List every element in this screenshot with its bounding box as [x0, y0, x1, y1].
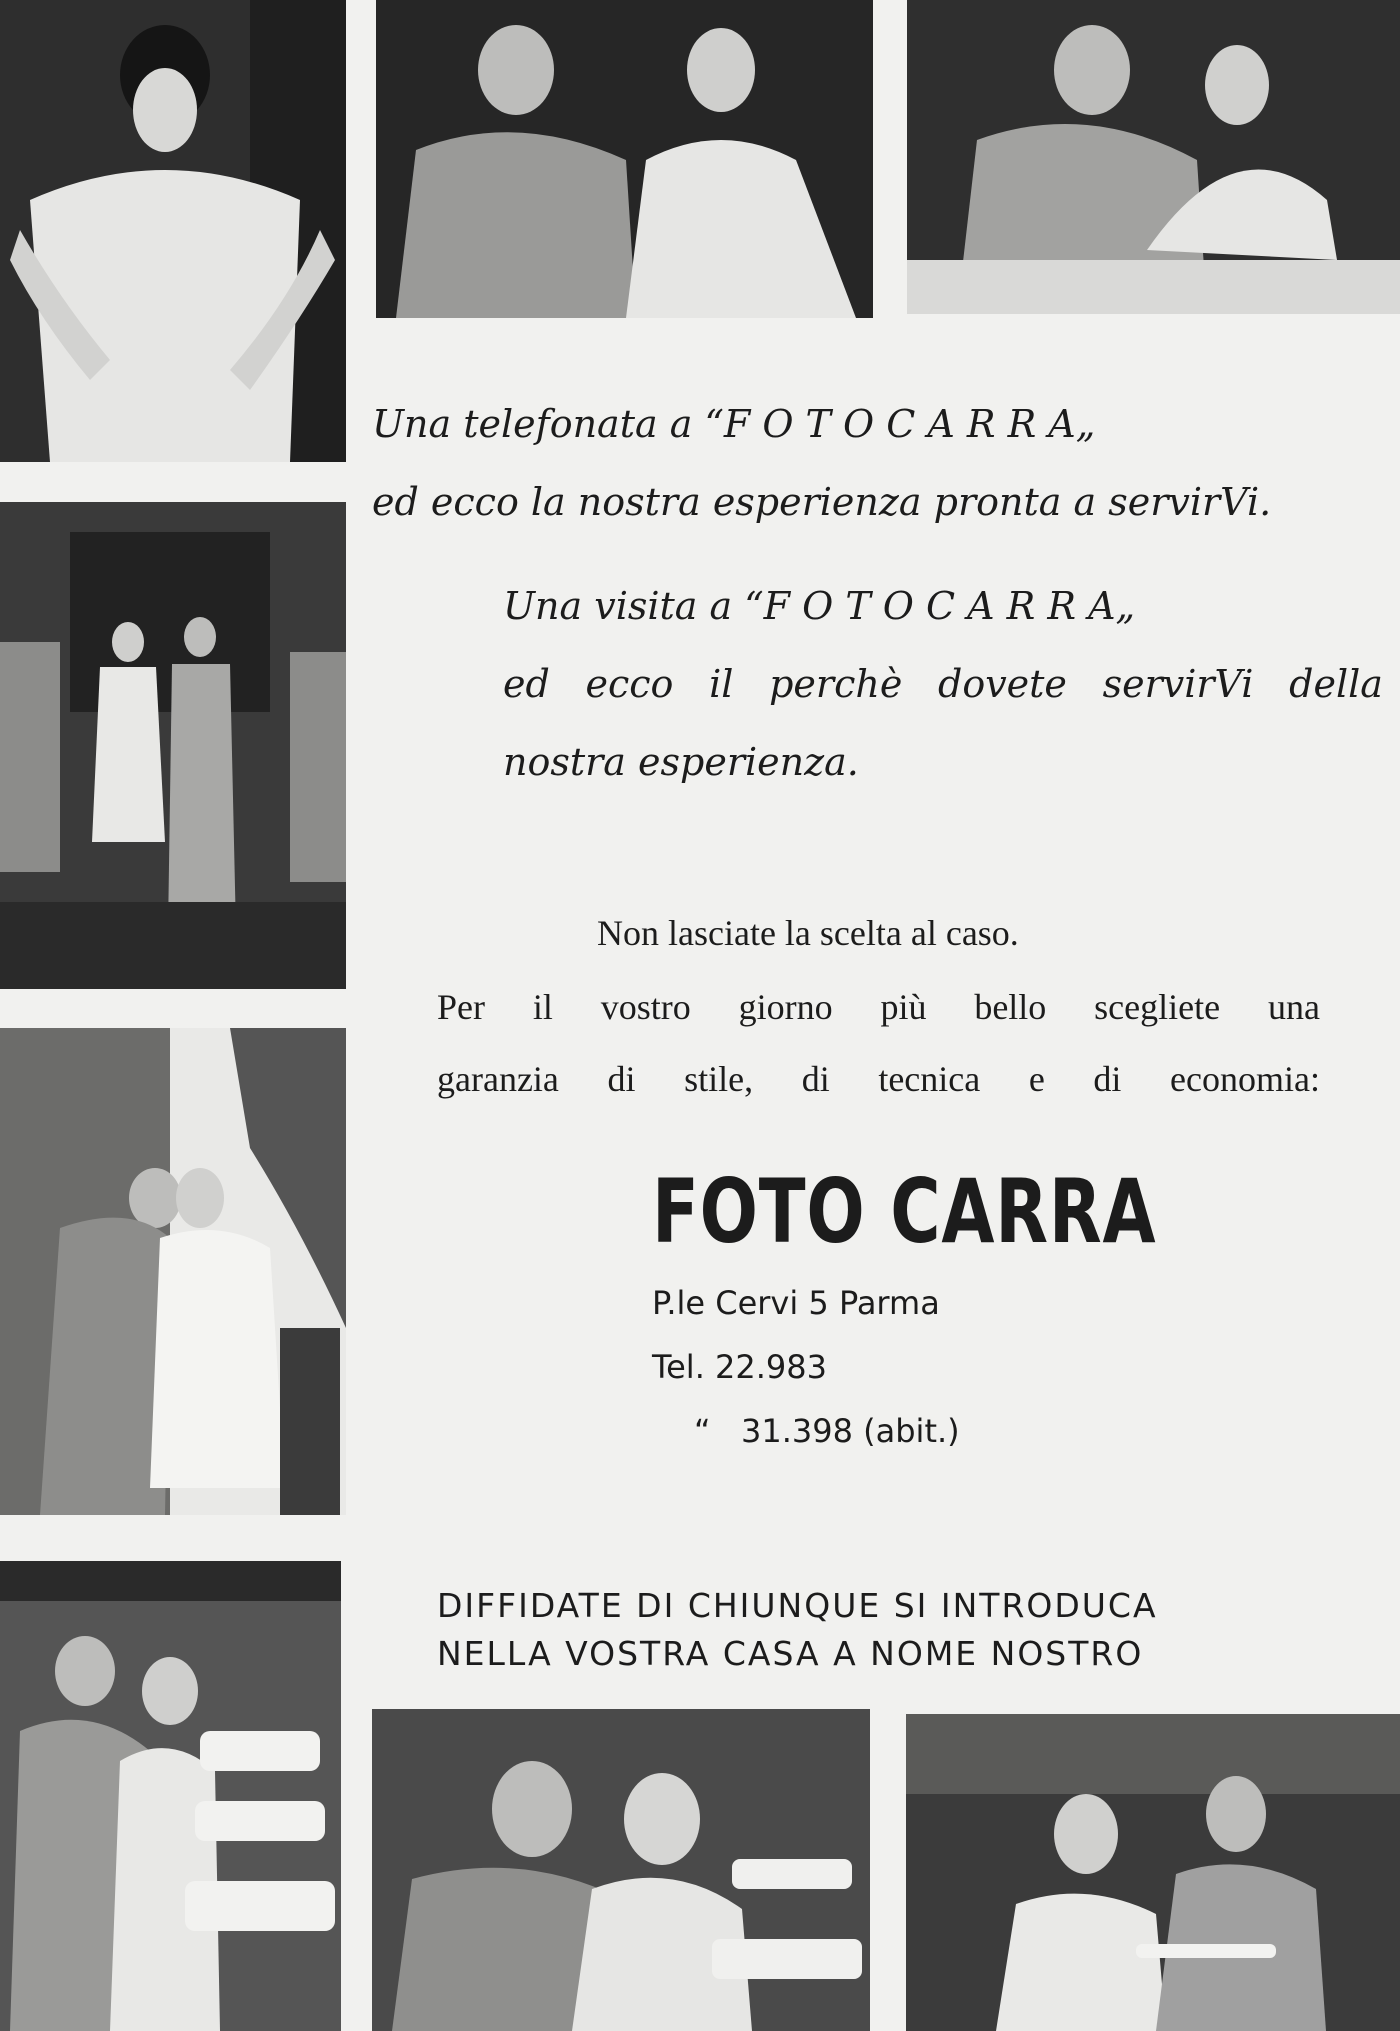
- intro-phone-line-1: Una telefonata a “F O T O C A R R A„: [372, 402, 1096, 446]
- warning-line-2: NELLA VOSTRA CASA A NOME NOSTRO: [437, 1634, 1144, 1673]
- intro-phone-line-2: ed ecco la nostra esperienza pronta a servirVi.: [372, 480, 1272, 524]
- word: stile,: [684, 1059, 754, 1099]
- intro-visit-line-2: [503, 662, 1383, 706]
- photo-bride-seated: [0, 0, 346, 462]
- photo-ring-exchange: [907, 0, 1400, 314]
- word: della: [1289, 662, 1383, 706]
- photo-cake-cutting: [0, 1561, 341, 2031]
- business-phone-2-mark: “: [694, 1412, 711, 1450]
- word: di: [801, 1059, 830, 1099]
- photo-couple-seated: [376, 0, 873, 318]
- word: e: [1028, 1059, 1045, 1099]
- word: tecnica: [878, 1059, 981, 1099]
- word: Per: [437, 987, 485, 1027]
- word: vostro: [600, 987, 691, 1027]
- word: il: [709, 662, 734, 706]
- word: economia:: [1170, 1059, 1320, 1099]
- word: ed: [503, 662, 550, 706]
- word: più: [880, 987, 927, 1027]
- warning-line-1: DIFFIDATE DI CHIUNQUE SI INTRODUCA: [437, 1586, 1158, 1625]
- word: ecco: [585, 662, 674, 706]
- photo-kiss-outdoors: [0, 1028, 346, 1515]
- word: servirVi: [1102, 662, 1254, 706]
- choice-line-1: Non lasciate la scelta al caso.: [597, 913, 1019, 953]
- word: giorno: [738, 987, 833, 1027]
- photo-church-aisle: [0, 502, 346, 989]
- word: una: [1267, 987, 1320, 1027]
- word: bello: [974, 987, 1047, 1027]
- choice-line-3: [437, 1058, 1320, 1100]
- word: di: [607, 1059, 636, 1099]
- word: il: [532, 987, 553, 1027]
- business-name: FOTO CARRA: [652, 1160, 1157, 1263]
- business-phone-1: Tel. 22.983: [652, 1348, 827, 1386]
- intro-visit-line-3: nostra esperienza.: [503, 740, 859, 784]
- photo-toast: [372, 1709, 870, 2031]
- intro-visit-line-1: Una visita a “F O T O C A R R A„: [503, 584, 1136, 628]
- word: garanzia: [437, 1059, 559, 1099]
- word: perchè: [769, 662, 903, 706]
- word: dovete: [938, 662, 1067, 706]
- choice-line-2: [437, 986, 1320, 1028]
- business-address: P.le Cervi 5 Parma: [652, 1284, 940, 1322]
- word: scegliete: [1094, 987, 1221, 1027]
- word: di: [1093, 1059, 1122, 1099]
- photo-serving-tray: [906, 1714, 1400, 2031]
- business-phone-2: 31.398 (abit.): [741, 1412, 960, 1450]
